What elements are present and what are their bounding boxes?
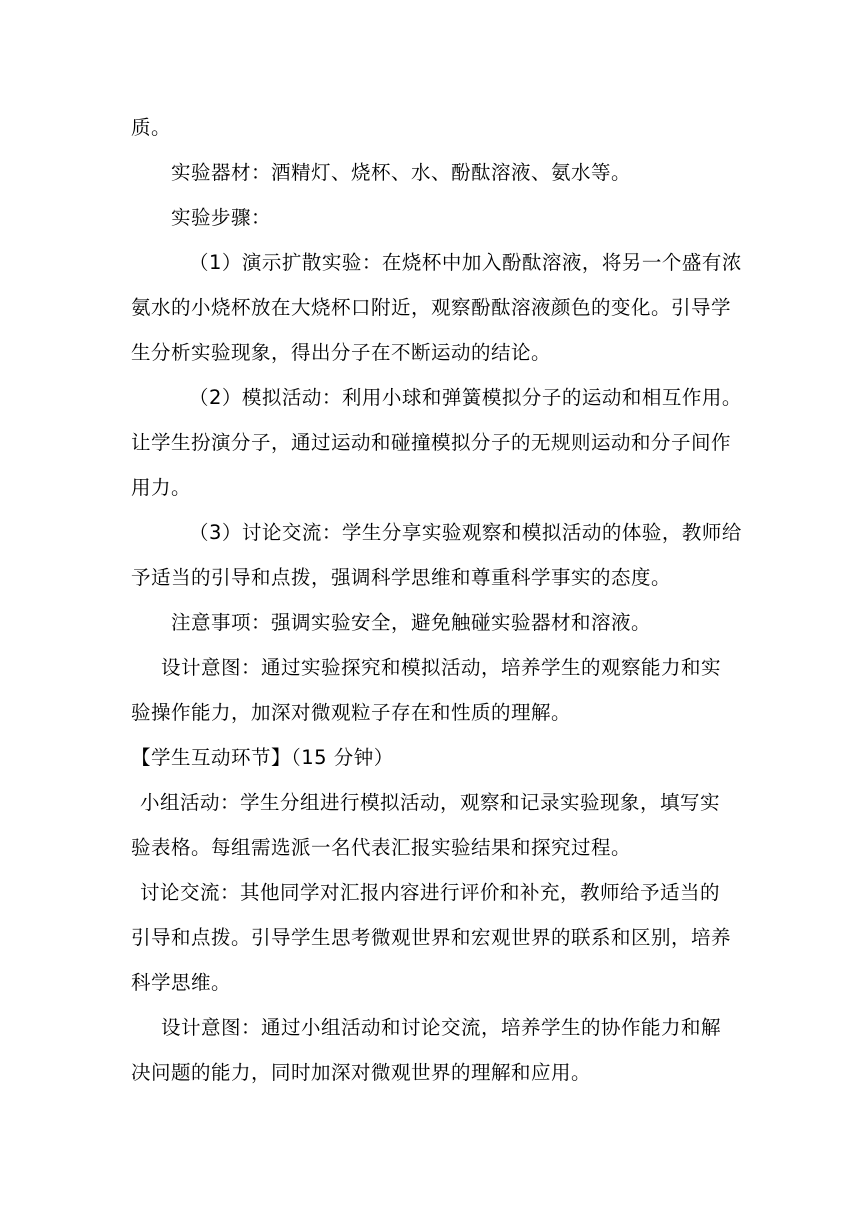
text-line: （3）讨论交流：学生分享实验观察和模拟活动的体验，教师给 xyxy=(189,521,742,544)
text-line: 予适当的引导和点拨，强调科学思维和尊重科学事实的态度。 xyxy=(131,566,672,589)
text-line: 引导和点拨。引导学生思考微观世界和宏观世界的联系和区别，培养 xyxy=(131,926,732,949)
text-line: 设计意图：通过实验探究和模拟活动，培养学生的观察能力和实 xyxy=(161,656,722,679)
text-line: 设计意图：通过小组活动和讨论交流，培养学生的协作能力和解 xyxy=(161,1016,722,1039)
text-line: 质。 xyxy=(131,116,172,139)
text-line: 氨水的小烧杯放在大烧杯口附近，观察酚酞溶液颜色的变化。引导学 xyxy=(131,296,732,319)
text-line: 注意事项：强调实验安全，避免触碰实验器材和溶液。 xyxy=(171,611,652,634)
text-line: （1）演示扩散实验：在烧杯中加入酚酞溶液，将另一个盛有浓 xyxy=(189,251,742,274)
text-line: 讨论交流：其他同学对汇报内容进行评价和补充，教师给予适当的 xyxy=(140,881,721,904)
text-line: 决问题的能力，同时加深对微观世界的理解和应用。 xyxy=(131,1061,592,1084)
text-line: 用力。 xyxy=(131,476,192,499)
section-heading: 【学生互动环节】（15 分钟） xyxy=(131,746,394,769)
text-line: 小组活动：学生分组进行模拟活动，观察和记录实验现象，填写实 xyxy=(140,791,721,814)
text-line: 验表格。每组需选派一名代表汇报实验结果和探究过程。 xyxy=(131,836,632,859)
text-line: 实验器材：酒精灯、烧杯、水、酚酞溶液、氨水等。 xyxy=(171,161,632,184)
text-line: 验操作能力，加深对微观粒子存在和性质的理解。 xyxy=(131,701,572,724)
text-line: 生分析实验现象，得出分子在不断运动的结论。 xyxy=(131,341,552,364)
text-line: 实验步骤： xyxy=(171,206,272,229)
text-line: 让学生扮演分子，通过运动和碰撞模拟分子的无规则运动和分子间作 xyxy=(131,431,732,454)
text-line: 科学思维。 xyxy=(131,971,232,994)
text-line: （2）模拟活动：利用小球和弹簧模拟分子的运动和相互作用。 xyxy=(189,386,742,409)
